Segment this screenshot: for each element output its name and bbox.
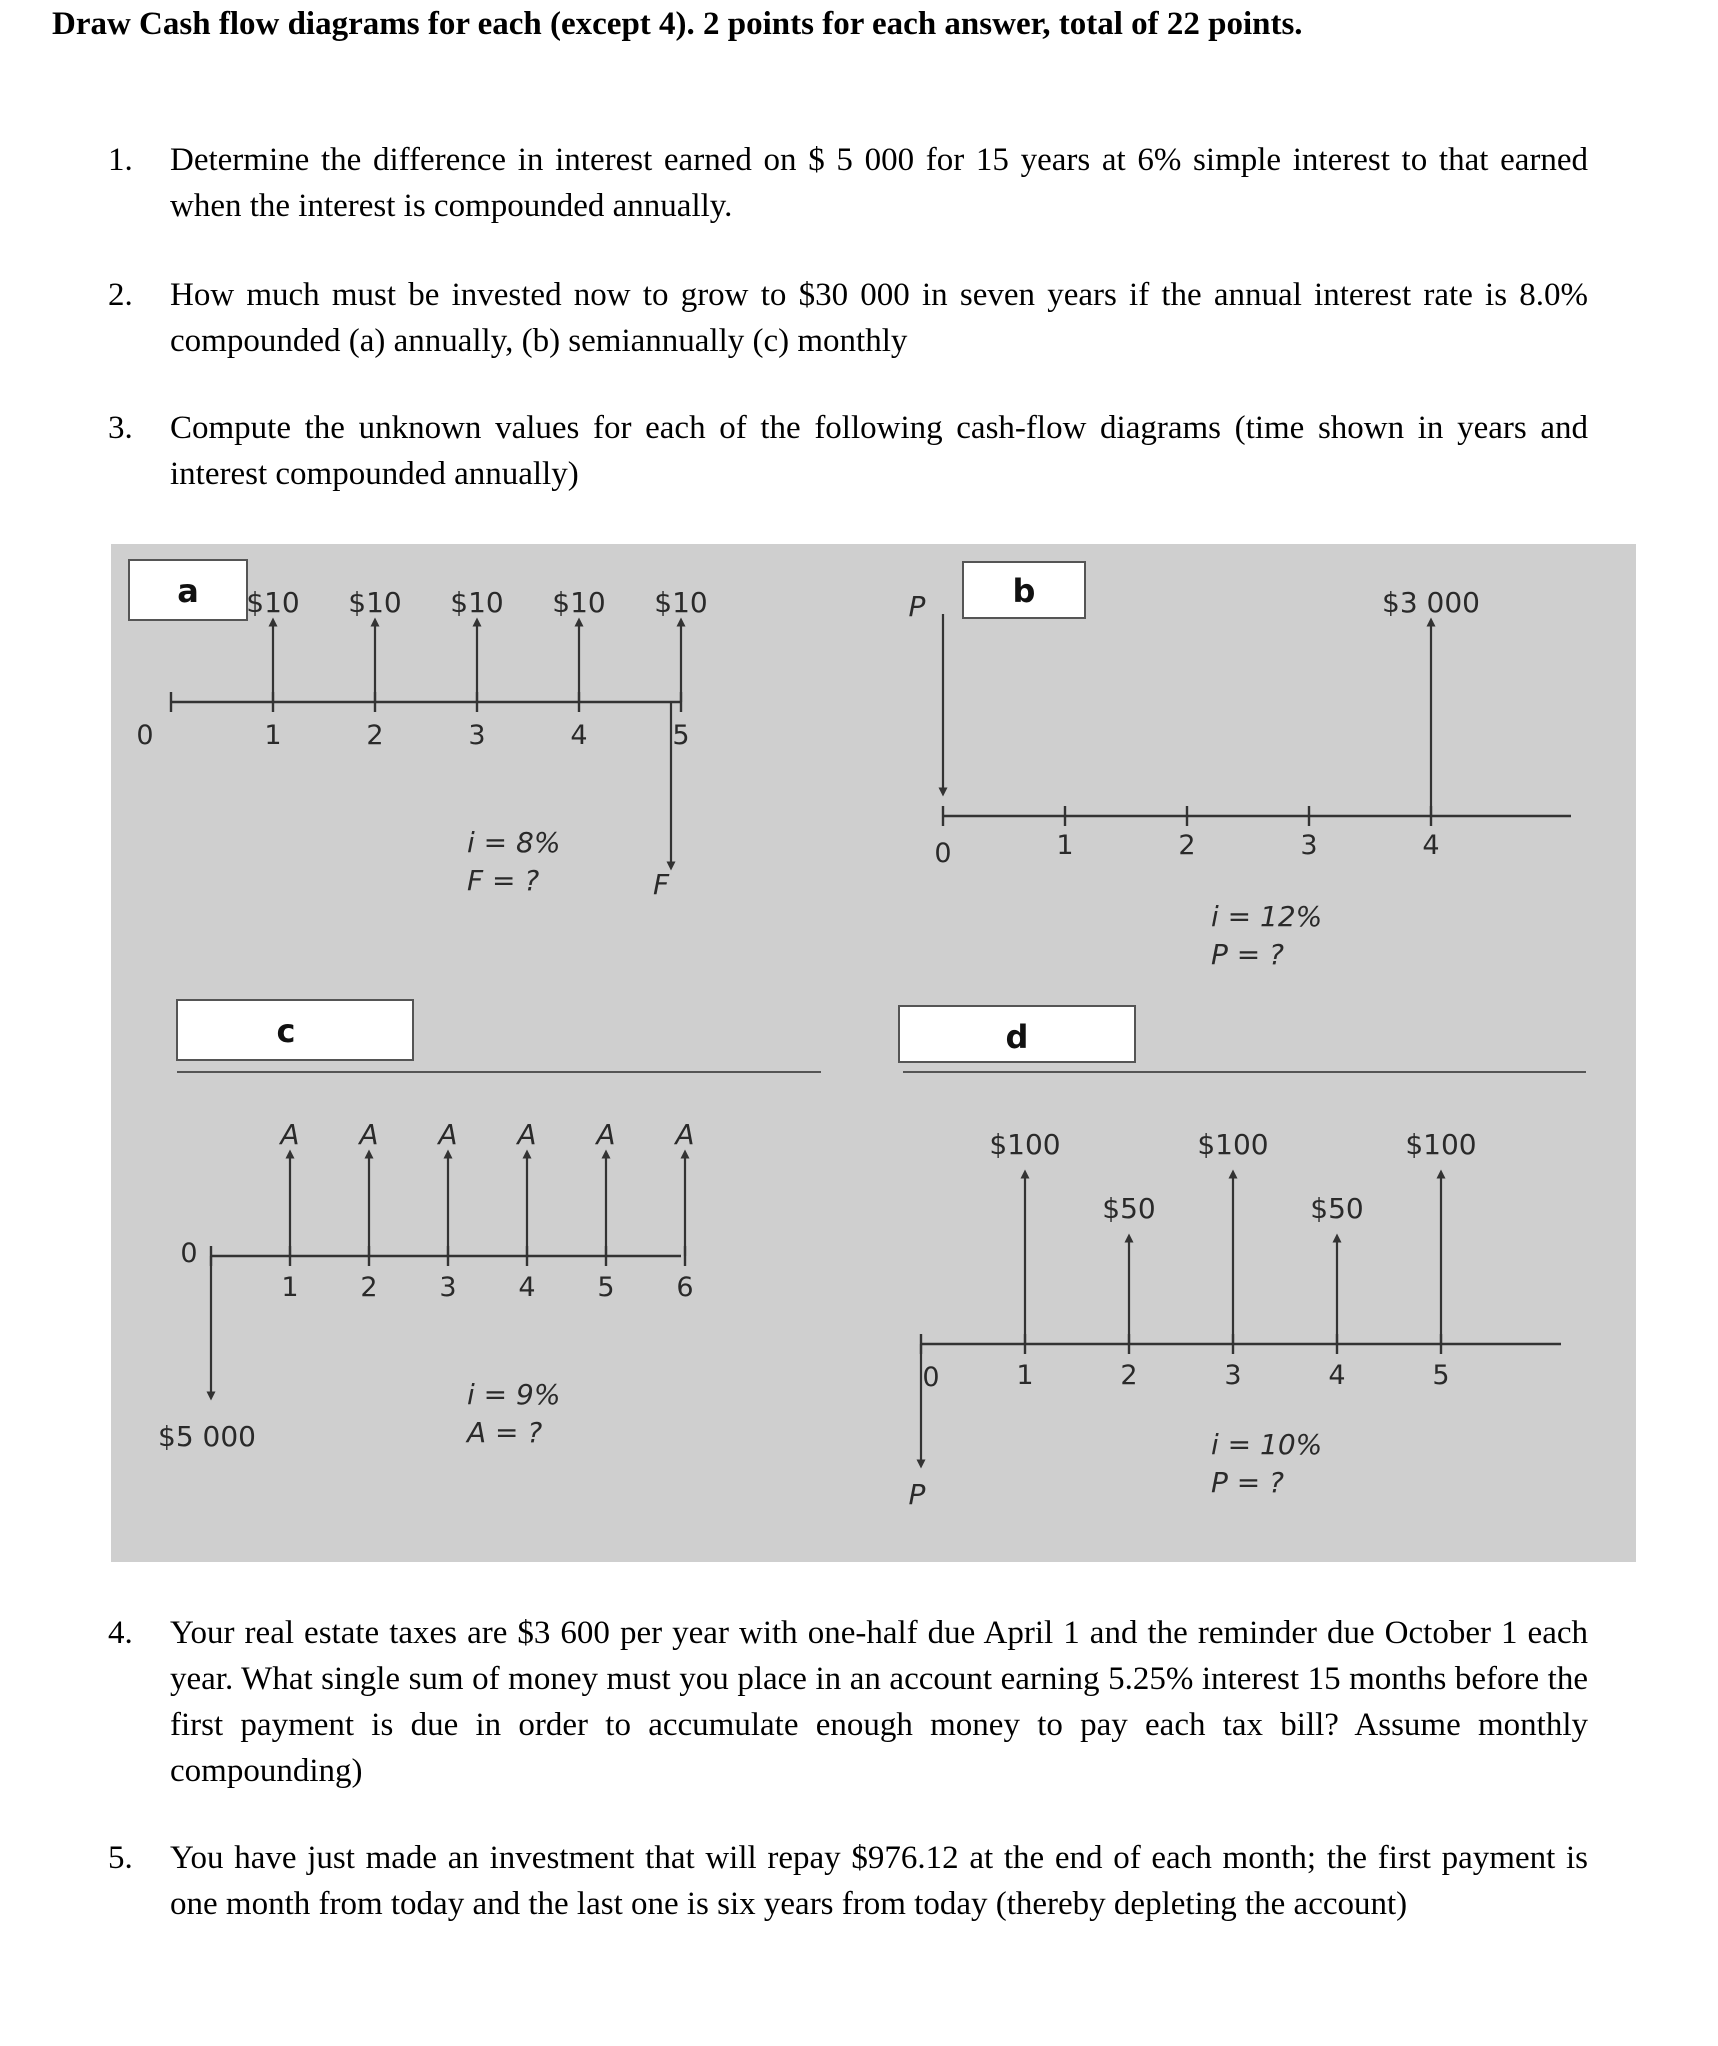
page-title: Draw Cash flow diagrams for each (except 4). 2 points for each answer, total of 22 points. <box>52 6 1303 42</box>
inflow-label: $10 <box>246 586 300 619</box>
inflow-label: A <box>359 1118 379 1151</box>
period-label: 0 <box>934 838 952 869</box>
inflow-label: $100 <box>1405 1128 1477 1161</box>
period-label: 4 <box>570 720 588 751</box>
question-5 <box>108 1835 1588 1927</box>
inflow-label: $10 <box>450 586 504 619</box>
inflow-label: A <box>675 1118 695 1151</box>
question-number: 1. <box>108 142 133 178</box>
outflow-label: P <box>908 590 926 623</box>
question-text: Your real estate taxes are $3 600 per year with one-half due April 1 and the reminder due October 1 each year. What single sum of money must you place in an account earning 5.25% interest 15 months before the first payment is due in order to accumulate enough money to pay each tax bill? Assume monthly compounding) <box>170 1615 1588 1789</box>
diagram-a <box>129 560 708 901</box>
question-1 <box>108 137 1588 229</box>
period-label: 4 <box>518 1272 536 1303</box>
period-label: 2 <box>366 720 384 751</box>
diagram-label: a <box>177 572 199 610</box>
period-label: 1 <box>264 720 282 751</box>
question-text: Compute the unknown values for each of the following cash-flow diagrams (time shown in years and interest compounded annually) <box>170 410 1588 492</box>
inflow-label: $50 <box>1310 1192 1364 1225</box>
period-label: 3 <box>1224 1360 1242 1391</box>
question-number: 5. <box>108 1840 133 1876</box>
period-label: 5 <box>1432 1360 1450 1391</box>
period-label: 3 <box>1300 830 1318 861</box>
outflow-label: P <box>908 1478 926 1511</box>
outflow-label: F <box>652 868 670 901</box>
outflow-label: $5 000 <box>158 1420 256 1453</box>
inflow-label: $100 <box>989 1128 1061 1161</box>
inflow-label: A <box>596 1118 616 1151</box>
inflow-label: $10 <box>552 586 606 619</box>
unknown-value: F = ? <box>467 864 540 897</box>
period-label: 2 <box>1120 1360 1138 1391</box>
period-label: 5 <box>597 1272 615 1303</box>
inflow-label: $10 <box>348 586 402 619</box>
question-text: You have just made an investment that will repay $976.12 at the end of each month; the first payment is one month from today and the last one is six years from today (thereby depleting the account) <box>170 1840 1588 1922</box>
period-label: 2 <box>360 1272 378 1303</box>
inflow-label: $3 000 <box>1382 586 1480 619</box>
question-number: 2. <box>108 277 133 313</box>
question-text: Determine the difference in interest earned on $ 5 000 for 15 years at 6% simple interest to that earned when the interest is compounded annually. <box>170 142 1588 224</box>
interest-rate: i = 8% <box>467 826 561 859</box>
diagram-d <box>899 1006 1586 1511</box>
unknown-value: P = ? <box>1211 1466 1285 1499</box>
period-label: 0 <box>136 720 154 751</box>
question-3 <box>108 405 1588 497</box>
diagram-b <box>909 562 1571 971</box>
period-label: 1 <box>1016 1360 1034 1391</box>
period-label: 2 <box>1178 830 1196 861</box>
period-label: 4 <box>1422 830 1440 861</box>
question-2 <box>108 272 1588 364</box>
interest-rate: i = 10% <box>1211 1428 1323 1461</box>
inflow-label: A <box>280 1118 300 1151</box>
period-label: 0 <box>922 1362 940 1393</box>
inflow-label: A <box>438 1118 458 1151</box>
inflow-label: $10 <box>654 586 708 619</box>
period-label: 3 <box>439 1272 457 1303</box>
period-label: 4 <box>1328 1360 1346 1391</box>
cash-flow-diagrams <box>111 544 1636 1562</box>
inflow-label: $50 <box>1102 1192 1156 1225</box>
period-label: 5 <box>672 720 690 751</box>
period-label: 3 <box>468 720 486 751</box>
question-4 <box>108 1610 1588 1794</box>
unknown-value: A = ? <box>467 1416 543 1449</box>
period-label: 0 <box>180 1238 198 1269</box>
interest-rate: i = 12% <box>1211 900 1323 933</box>
period-label: 1 <box>1056 830 1074 861</box>
unknown-value: P = ? <box>1211 938 1285 971</box>
inflow-label: A <box>517 1118 537 1151</box>
diagram-label: c <box>276 1012 296 1050</box>
inflow-label: $100 <box>1197 1128 1269 1161</box>
period-label: 1 <box>281 1272 299 1303</box>
interest-rate: i = 9% <box>467 1378 561 1411</box>
question-number: 3. <box>108 410 133 446</box>
diagram-label: d <box>1005 1018 1029 1056</box>
period-label: 6 <box>676 1272 694 1303</box>
cash-flow-figure <box>111 544 1636 1562</box>
diagram-label: b <box>1012 572 1036 610</box>
diagram-c <box>158 1000 821 1453</box>
question-number: 4. <box>108 1615 133 1651</box>
question-text: How much must be invested now to grow to $30 000 in seven years if the annual interest rate is 8.0% compounded (a) annually, (b) semiannually (c) monthly <box>170 277 1588 359</box>
